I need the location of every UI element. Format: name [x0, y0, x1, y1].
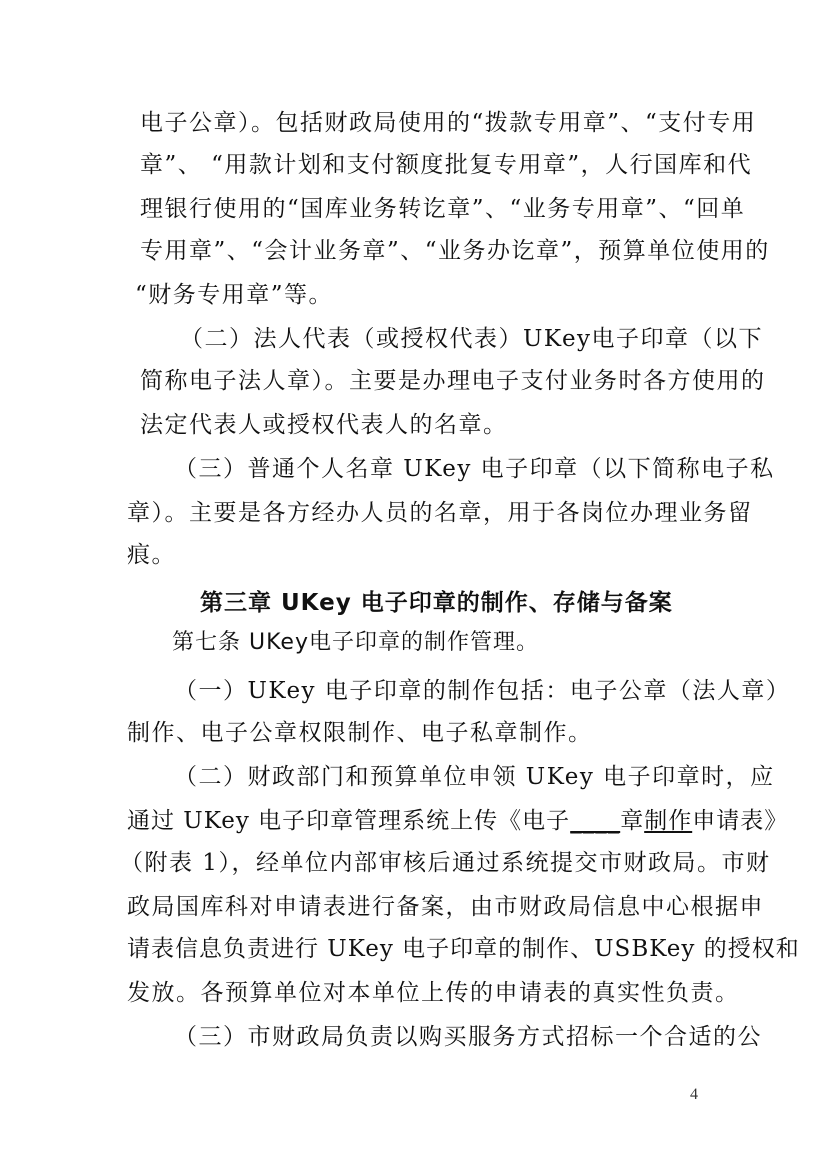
body-line-4: 专用章”、“会计业务章”、“业务办讫章”，预算单位使用的: [140, 238, 770, 264]
form-line-before: 通过 UKey 电子印章管理系统上传《电子: [127, 808, 571, 834]
body-line-13: 制作、电子公章权限制作、电子私章制作。: [127, 720, 593, 746]
body-line-9: （三）普通个人名章 UKey 电子印章（以下简称电子私: [174, 456, 775, 482]
body-line-3: 理银行使用的“国库业务转讫章”、“业务专用章”、“回单: [140, 196, 746, 222]
body-line-14: （二）财政部门和预算单位申领 UKey 电子印章时，应: [174, 764, 775, 790]
body-line-10: 章）。主要是各方经办人员的名章，用于各岗位办理业务留: [127, 500, 753, 526]
page-number: 4: [690, 1086, 698, 1103]
body-line-20: （三）市财政局负责以购买服务方式招标一个合适的公: [174, 1024, 762, 1050]
article-heading: 第七条 UKey电子印章的制作管理。: [172, 630, 539, 655]
body-line-6: （二）法人代表（或授权代表）UKey电子印章（以下: [180, 326, 764, 352]
body-line-5: “财务专用章”等。: [135, 282, 334, 308]
body-line-7: 简称电子法人章）。主要是办理电子支付业务时各方使用的: [140, 368, 766, 394]
form-line-after: 申请表》: [692, 808, 789, 834]
body-line-1: 电子公章）。包括财政局使用的“拨款专用章”、“支付专用: [140, 110, 757, 136]
body-line-8: 法定代表人或授权代表人的名章。: [140, 412, 508, 438]
body-line-15: [127, 806, 788, 836]
form-line-mid: 章: [620, 808, 645, 834]
body-line-17: 政局国库科对申请表进行备案，由市财政局信息中心根据申: [127, 894, 764, 920]
form-line-blank: ____: [570, 808, 621, 834]
form-line-underlined: 制作: [644, 808, 693, 834]
body-line-12: （一）UKey 电子印章的制作包括：电子公章（法人章）: [174, 678, 791, 704]
body-line-16: （附表 1），经单位内部审核后通过系统提交市财政局。市财: [120, 850, 771, 876]
body-line-11: 痕。: [127, 542, 176, 568]
body-line-19: 发放。各预算单位对本单位上传的申请表的真实性负责。: [127, 980, 740, 1006]
body-line-18: 请表信息负责进行 UKey 电子印章的制作、USBKey 的授权和: [127, 936, 800, 962]
chapter-heading: 第三章 UKey 电子印章的制作、存储与备案: [200, 590, 673, 616]
body-line-2: 章”、 “用款计划和支付额度批复专用章”，人行国库和代: [140, 152, 753, 178]
